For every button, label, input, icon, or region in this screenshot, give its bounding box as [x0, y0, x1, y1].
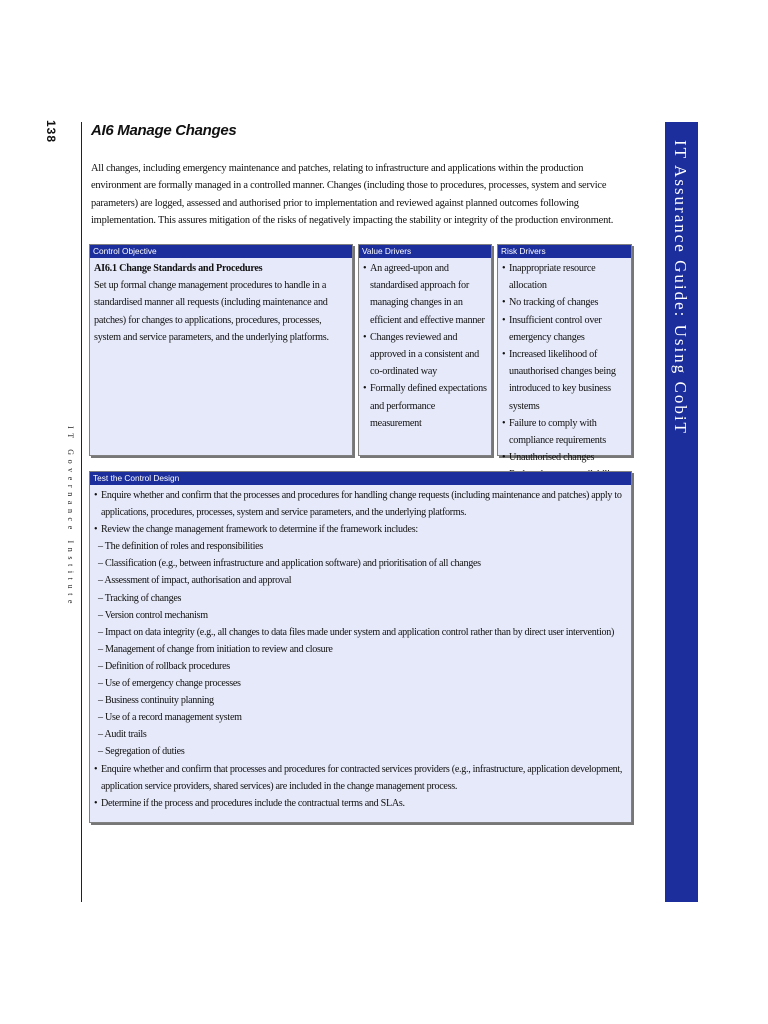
list-item: • No tracking of changes [502, 297, 599, 309]
sub-list-item: – Segregation of duties [98, 746, 185, 758]
list-item: • Enquire whether and confirm that processes and procedures for contracted services providers (e.g., infrastructure, application development, application service providers, shared services) are included in the change management process. [94, 763, 623, 792]
control-objective-title: AI6.1 Change Standards and Procedures [94, 263, 263, 274]
section-title: AI6 Manage Changes [91, 122, 237, 139]
sub-list-item: – Management of change from initiation to review and closure [98, 643, 333, 655]
list-item: • Unauthorised changes [502, 452, 595, 464]
control-objective-text: Set up formal change management procedures to handle in a standardised manner all requests (including maintenance and patches) for changes to applications, procedures, processes, system and service parameters, and the underlying platforms. [94, 280, 329, 343]
list-item: • Increased likelihood of unauthorised changes being introduced to key business systems [502, 349, 616, 412]
risk-drivers-header: Risk Drivers [498, 245, 631, 258]
publisher-caption: IT Governance Institute [66, 426, 75, 609]
value-drivers-header: Value Drivers [359, 245, 491, 258]
sub-list-item: – Business continuity planning [98, 695, 214, 707]
page-number: 138 [44, 120, 58, 144]
value-drivers-box [358, 244, 492, 456]
list-item: • Insufficient control over emergency changes [502, 314, 602, 343]
test-control-design-header: Test the Control Design [90, 472, 631, 485]
list-item: • Enquire whether and confirm that the processes and procedures for handling change requests (including maintenance and patches) apply to applications, procedures, processes, system and service parameters, and the underlying platforms. [94, 490, 622, 519]
sub-list-item: – Impact on data integrity (e.g., all changes to data files made under system and application control rather than by direct user intervention) [98, 626, 615, 638]
sub-list-item: – Tracking of changes [98, 592, 182, 604]
list-item: • Determine if the process and procedures include the contractual terms and SLAs. [94, 797, 405, 809]
list-item: • Changes reviewed and approved in a consistent and co-ordinated way [363, 331, 479, 378]
list-item: • Inappropriate resource allocation [502, 263, 596, 292]
risk-drivers-box [497, 244, 632, 464]
intro-paragraph: All changes, including emergency maintenance and patches, relating to infrastructure and applications within the production environment are formally managed in a controlled manner. Changes (including those to procedures, processes, system and service parameters) are logged, assessed and authorised prior to implementation and reviewed against planned outcomes following implementation. This assures mitigation of the risks of negatively impacting the stability or integrity of the production environment. [91, 163, 614, 226]
list-item: • Formally defined expectations and performance measurement [363, 383, 487, 429]
sub-list-item: – Assessment of impact, authorisation and approval [98, 575, 292, 587]
sub-list-item: – Definition of rollback procedures [98, 660, 230, 672]
left-margin-rule [81, 122, 82, 902]
list-item: • Failure to comply with compliance requirements [502, 417, 606, 447]
book-title-caption: IT Assurance Guide: Using CobiT [671, 140, 690, 435]
sub-list-item: – Use of emergency change processes [98, 678, 241, 690]
test-control-design-box [89, 471, 632, 823]
list-item: • An agreed-upon and standardised approach for managing changes in an efficient and effective manner [363, 263, 485, 326]
sub-list-item: – Audit trails [98, 729, 147, 741]
sub-list-item: – The definition of roles and responsibilities [98, 541, 263, 553]
list-item: • Review the change management framework to determine if the framework includes: [94, 524, 418, 536]
sub-list-item: – Classification (e.g., between infrastructure and application software) and prioritisation of all changes [98, 558, 481, 570]
control-objective-box [89, 244, 353, 456]
sub-list-item: – Version control mechanism [98, 609, 208, 621]
control-objective-header: Control Objective [90, 245, 352, 258]
sub-list-item: – Use of a record management system [98, 712, 242, 724]
